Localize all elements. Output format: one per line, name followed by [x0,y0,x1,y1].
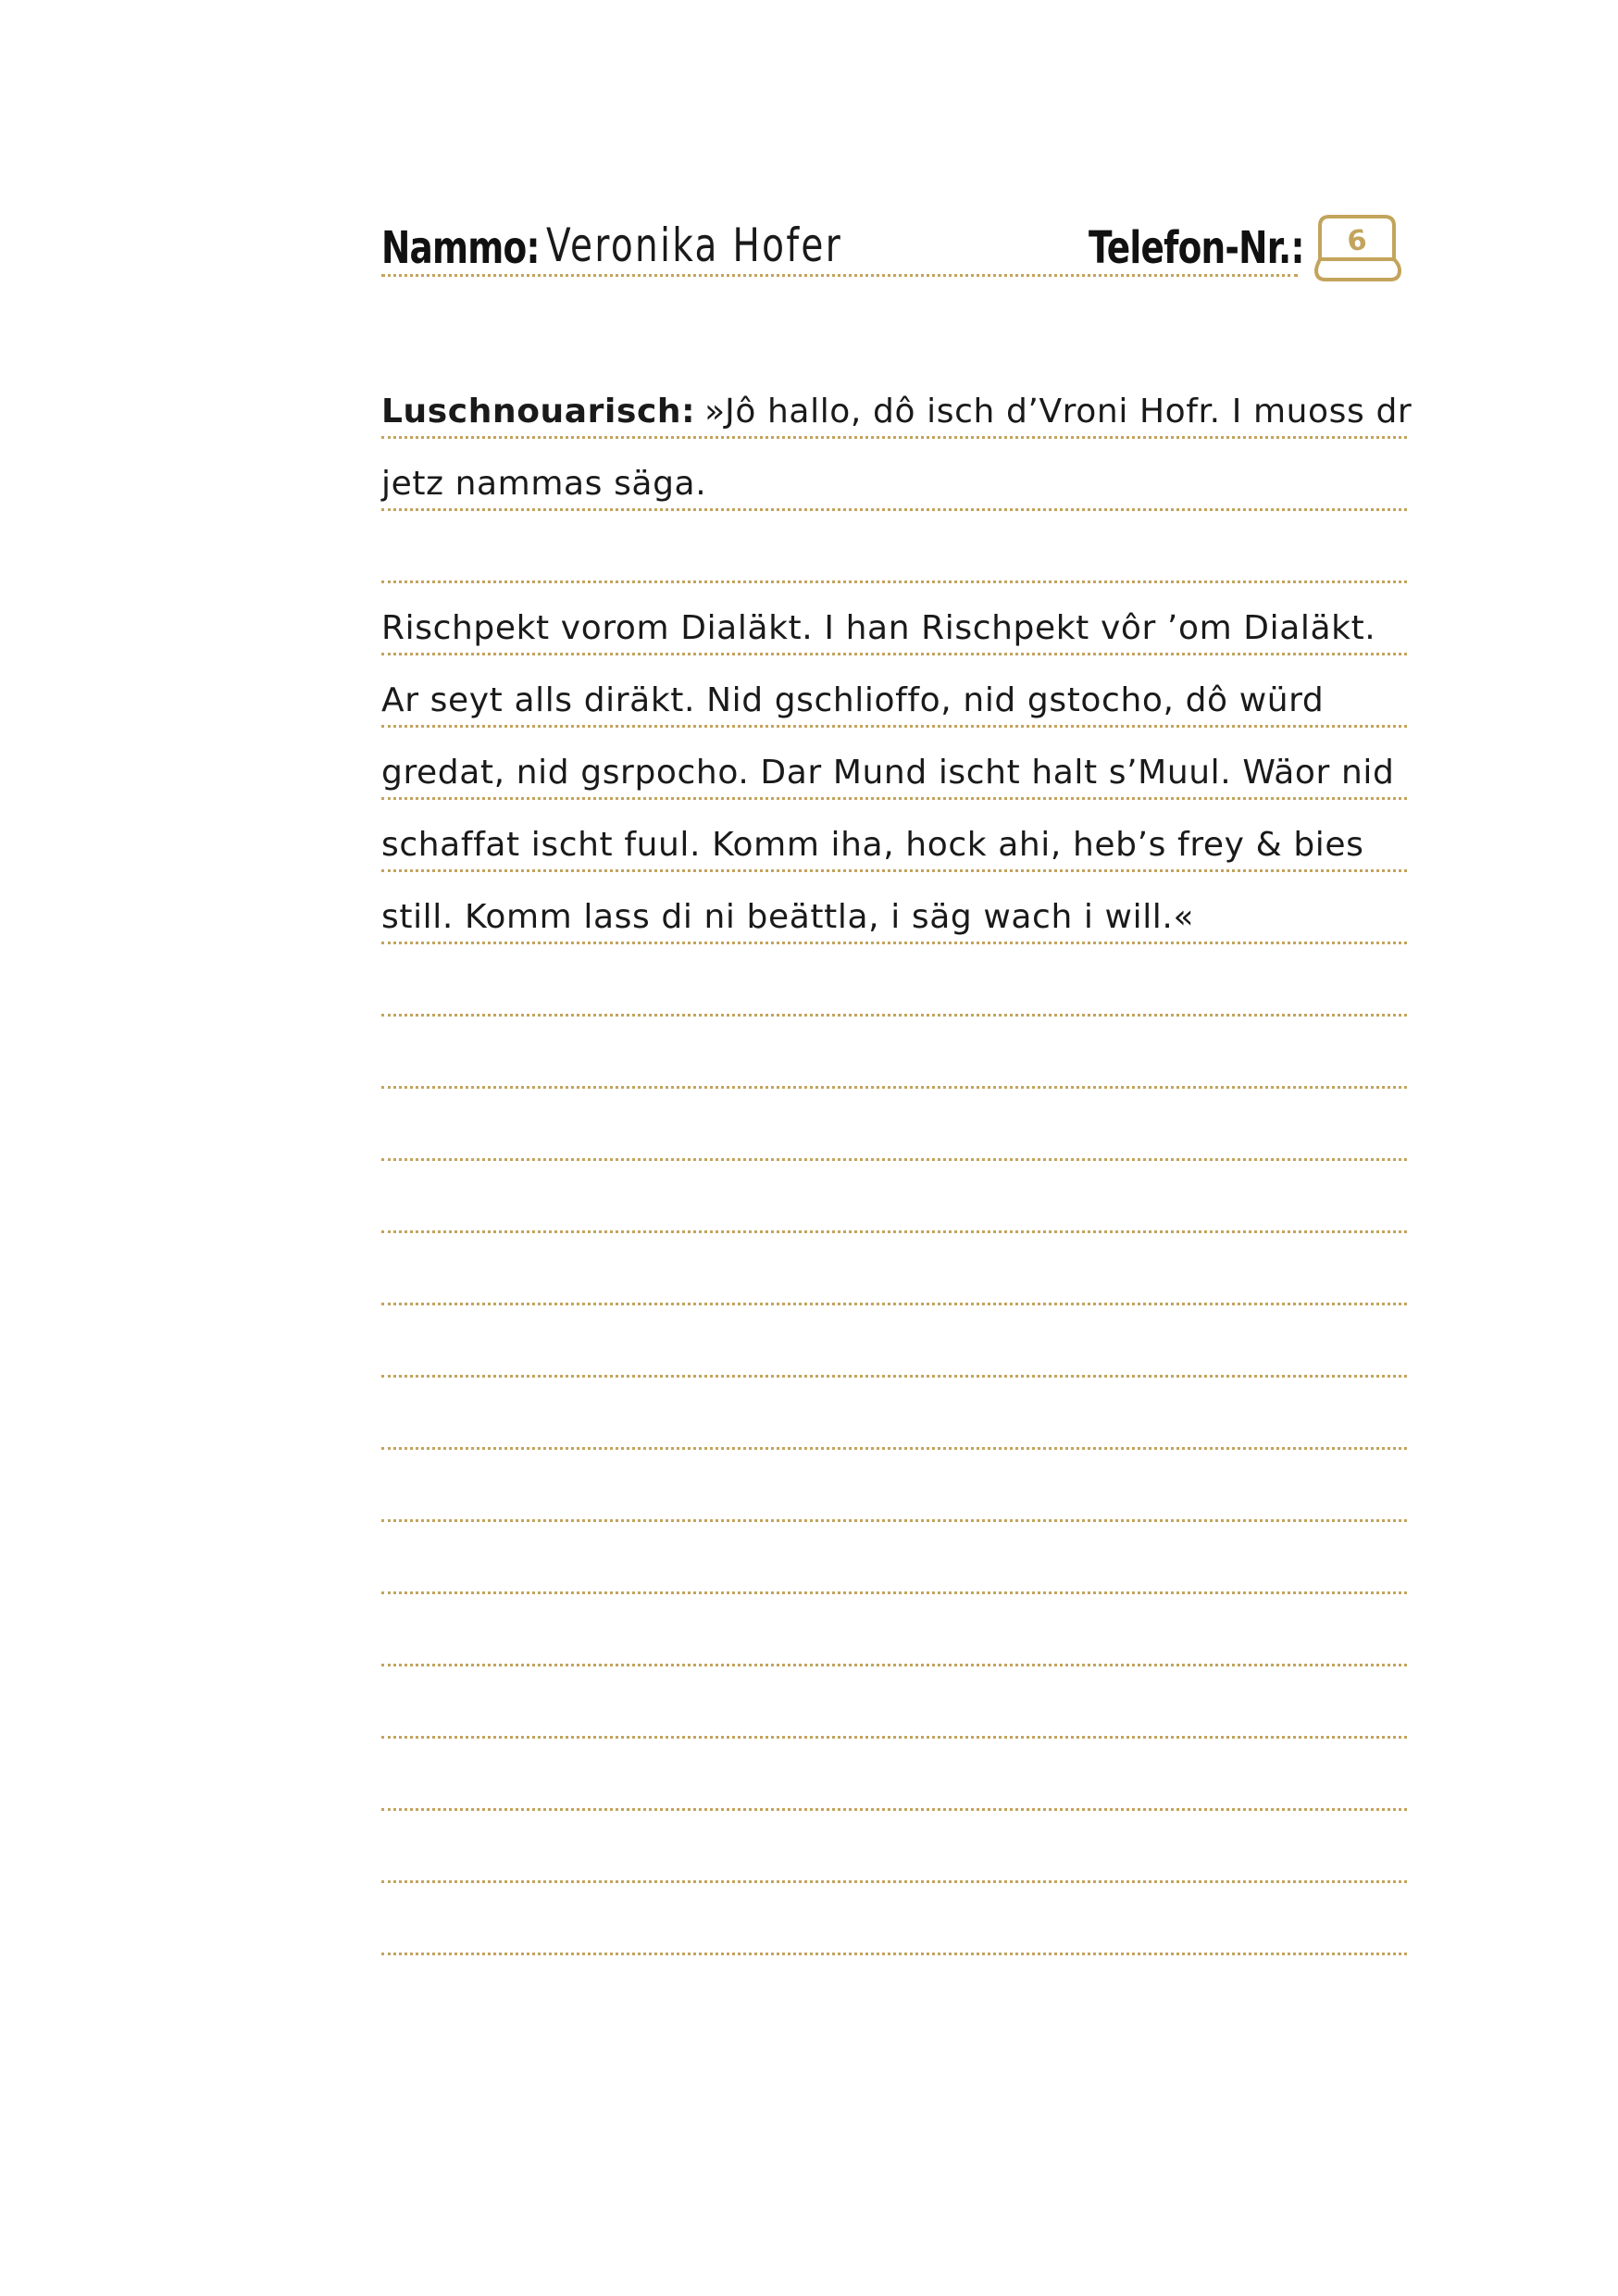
text-line [381,439,1407,511]
blank-line[interactable] [381,1233,1407,1305]
text-line [381,583,1407,655]
phone-label: Telefon-Nr.: [1089,222,1304,274]
blank-line[interactable] [381,1594,1407,1666]
text-line-content: still. Komm lass di ni beättla, i säg wach i will.« [381,898,1195,936]
blank-line[interactable] [381,1811,1407,1883]
text-line-content: »Jô hallo, dô isch d’Vroni Hofr. I muoss dr [704,393,1413,430]
name-label: Nammo: [381,222,540,274]
blank-line[interactable] [381,1378,1407,1450]
text-line [381,872,1407,944]
keyboard-key-icon [1313,211,1405,287]
dialect-label: Luschnouarisch: [381,393,696,430]
blank-line[interactable] [381,1089,1407,1161]
name-value: Veronika Hofer [546,218,843,272]
text-line-content: jetz nammas säga. [381,465,707,503]
blank-line[interactable] [381,1161,1407,1233]
text-line-content: Ar seyt alls diräkt. Nid gschlioffo, nid gstocho, dô würd [381,681,1325,719]
text-line [381,800,1407,872]
blank-line[interactable] [381,1666,1407,1739]
text-line [381,367,1413,439]
text-line-content: schaffat ischt fuul. Komm iha, hock ahi, heb’s frey & bies [381,826,1364,864]
blank-line[interactable] [381,944,1407,1017]
text-line-content: gredat, nid gsrpocho. Dar Mund ischt halt s’Muul. Wäor nid [381,754,1395,792]
text-line [381,728,1407,800]
key-number: 6 [1345,224,1369,258]
header-underline [381,274,1298,277]
blank-line[interactable] [381,1522,1407,1594]
page-body [381,367,1413,1955]
text-line-content: Rischpekt vorom Dialäkt. I han Rischpekt vôr ’om Dialäkt. [381,609,1376,647]
blank-line[interactable] [381,1739,1407,1811]
blank-line[interactable] [381,1450,1407,1522]
text-line [381,511,1407,583]
blank-line[interactable] [381,1305,1407,1378]
text-line [381,655,1407,728]
blank-line[interactable] [381,1883,1407,1955]
page-header [0,0,1618,296]
blank-line[interactable] [381,1017,1407,1089]
